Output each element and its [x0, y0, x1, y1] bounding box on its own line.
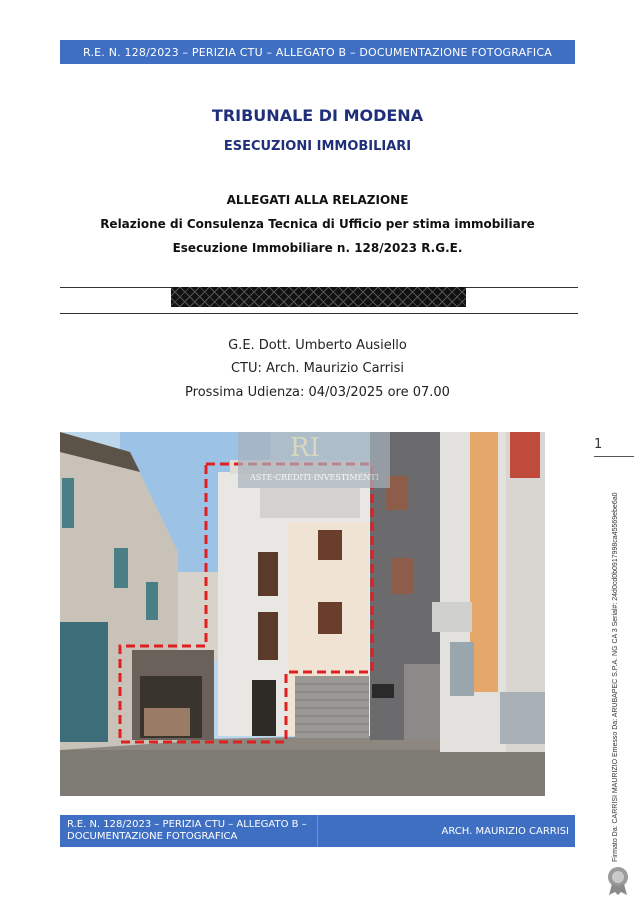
attachments-heading: ALLEGATI ALLA RELAZIONE [226, 193, 409, 207]
redacted-block [171, 287, 466, 307]
header-bar [60, 40, 575, 64]
execution-number: Esecuzione Immobiliare n. 128/2023 R.G.E. [172, 241, 463, 255]
divider-bottom [60, 313, 578, 314]
hearing-line: Prossima Udienza: 04/03/2025 ore 07.00 [185, 385, 450, 400]
judge-line: G.E. Dott. Umberto Ausiello [228, 338, 407, 353]
footer-left-text: R.E. N. 128/2023 – PERIZIA CTU – ALLEGATO B – DOCUMENTAZIONE FOTOGRAFICA [60, 815, 318, 847]
footer-bar [60, 815, 575, 847]
building-photo [60, 432, 545, 796]
court-title: TRIBUNALE DI MODENA [211, 106, 424, 125]
footer-author: ARCH. MAURIZIO CARRISI [441, 825, 569, 837]
section-title: ESECUZIONI IMMOBILIARI [223, 139, 412, 154]
report-description: Relazione di Consulenza Tecnica di Ufficio per stima immobiliare [100, 217, 535, 231]
header-text: R.E. N. 128/2023 – PERIZIA CTU – ALLEGATO B – DOCUMENTAZIONE FOTOGRAFICA [83, 45, 552, 59]
seal-icon [606, 866, 630, 896]
page-number: 1 [594, 437, 603, 452]
digital-signature-note: Firmato Da: CARRISI MAURIZIO Emesso Da: ARUBAPEC S.P.A. NG CA 3 Serial#: 24d0cd0b0917998ca45569ebe6a0 [612, 492, 619, 862]
ctu-line: CTU: Arch. Maurizio Carrisi [230, 361, 405, 376]
watermark-text: ASTE·CREDITI·INVESTIMENTI [250, 473, 379, 482]
watermark-logo: RI [290, 433, 320, 463]
